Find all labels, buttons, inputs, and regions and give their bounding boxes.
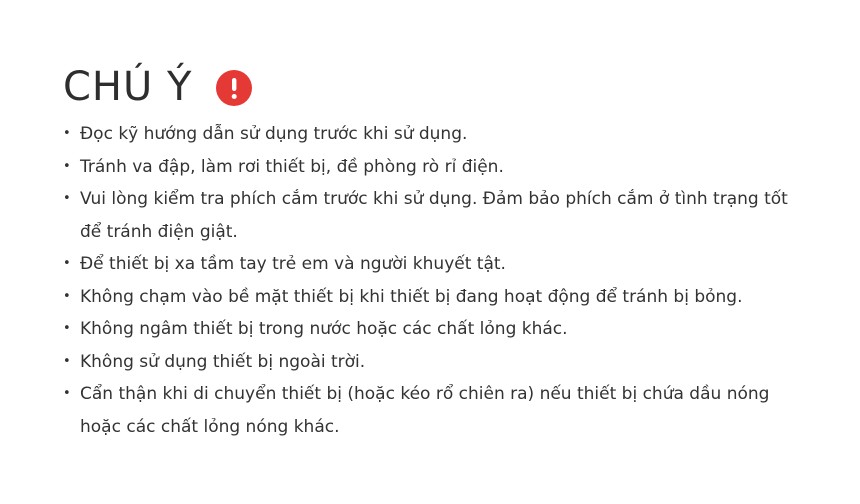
caution-item bbox=[63, 248, 803, 281]
notice-title: CHÚ Ý bbox=[63, 64, 193, 110]
caution-item bbox=[63, 281, 803, 314]
bullet: • bbox=[63, 386, 71, 401]
bullet: • bbox=[63, 288, 71, 304]
bullet: • bbox=[63, 256, 71, 271]
notice-heading bbox=[63, 64, 803, 110]
caution-item bbox=[63, 346, 803, 379]
caution-item-text: Không sử dụng thiết bị ngoài trời. bbox=[80, 351, 366, 372]
bullet: • bbox=[63, 126, 71, 141]
bullet: • bbox=[63, 321, 71, 336]
caution-item bbox=[63, 183, 803, 248]
bullet: • bbox=[63, 353, 71, 369]
caution-item-text: Không ngâm thiết bị trong nước hoặc các chất lỏng khác. bbox=[80, 319, 568, 339]
caution-list bbox=[63, 118, 803, 443]
caution-item bbox=[63, 313, 803, 346]
caution-item-text: Cẩn thận khi di chuyển thiết bị (hoặc kéo rổ chiên ra) nếu thiết bị chứa dầu nóng hoặc các chất lỏng nóng khác. bbox=[80, 384, 770, 437]
caution-item-text: Để thiết bị xa tầm tay trẻ em và người khuyết tật. bbox=[80, 254, 506, 274]
exclamation-circle-icon bbox=[216, 70, 252, 106]
caution-item-text: Đọc kỹ hướng dẫn sử dụng trước khi sử dụng. bbox=[80, 124, 468, 144]
caution-item-text: Vui lòng kiểm tra phích cắm trước khi sử dụng. Đảm bảo phích cắm ở tình trạng tốt để tránh điện giật. bbox=[80, 189, 788, 242]
bullet: • bbox=[63, 191, 71, 206]
caution-item bbox=[63, 118, 803, 151]
caution-item bbox=[63, 378, 803, 443]
caution-item bbox=[63, 151, 803, 184]
caution-notice bbox=[63, 64, 803, 443]
caution-item-text: Tránh va đập, làm rơi thiết bị, đề phòng rò rỉ điện. bbox=[80, 156, 504, 177]
bullet: • bbox=[63, 158, 71, 174]
caution-item-text: Không chạm vào bề mặt thiết bị khi thiết bị đang hoạt động để tránh bị bỏng. bbox=[80, 286, 743, 307]
